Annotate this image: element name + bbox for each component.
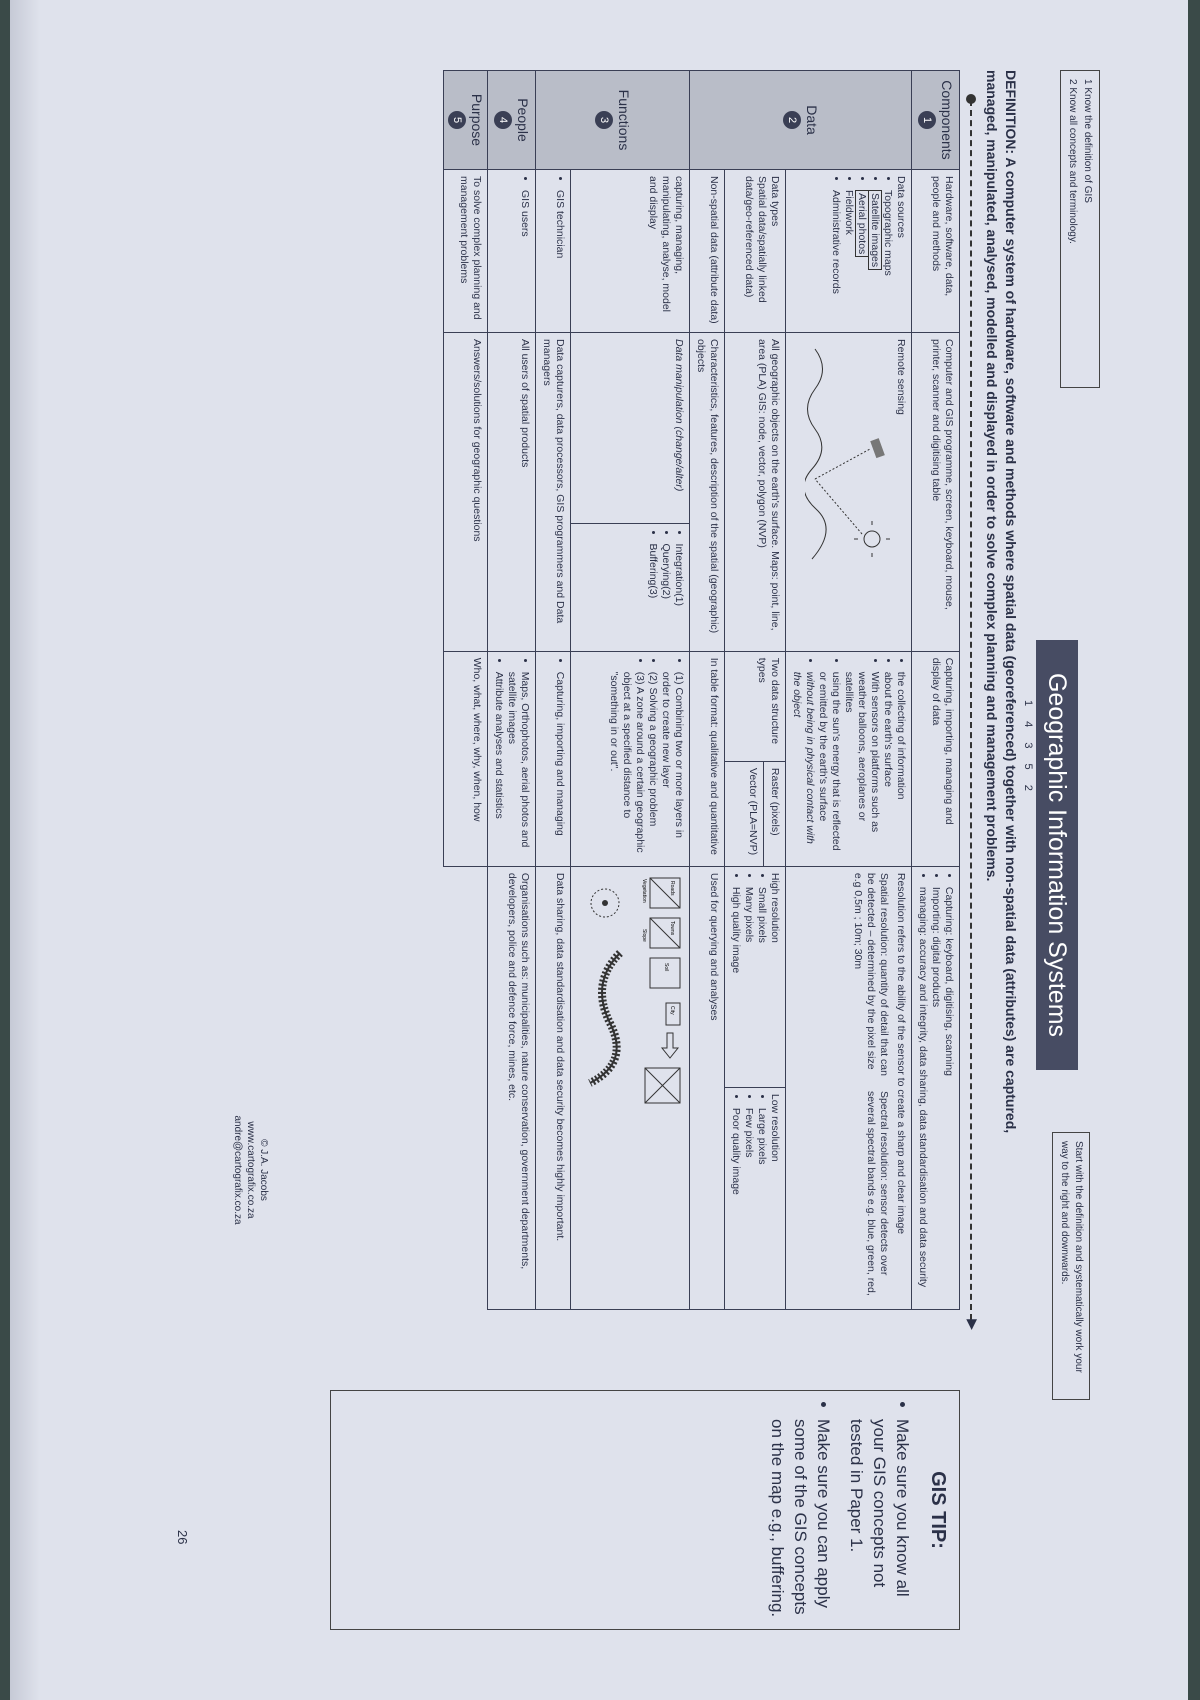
credits: [231, 1070, 270, 1270]
vector-label: Vector (PLA=NVP): [747, 767, 759, 856]
purpose-cell-2: Answers/solutions for geographic questions: [444, 333, 488, 652]
remote-sensing-label: Remote sensing: [895, 339, 907, 415]
gis-technician: • GIS technician: [553, 190, 566, 326]
row-functions-technician: [536, 71, 571, 1310]
layer-label: Towns: [669, 920, 675, 936]
buffer-point: [602, 900, 608, 906]
sun-icon: [864, 531, 880, 547]
row-purpose: [444, 71, 488, 1310]
data-types-cell: [725, 170, 786, 333]
low-resolution-title: Low resolution: [769, 1093, 781, 1162]
row-header-data: [690, 71, 912, 170]
row-number-badge: 1: [918, 111, 936, 129]
gis-operations-diagram: [575, 873, 685, 1123]
objective-2: 2 Know all concepts and terminology.: [1067, 79, 1078, 244]
operations-diagram: [571, 866, 690, 1309]
remote-sensing-points: [786, 651, 912, 866]
technician-note: Data sharing, data standardisation and data security becomes highly important.: [536, 866, 571, 1309]
spectral-resolution: Spectral resolution: sensor detects over several spectral bands e.g. blue, green, red,: [865, 1090, 890, 1296]
gis-tip-box: [330, 1390, 960, 1630]
learning-objectives: [1060, 70, 1100, 388]
structure-cells: [725, 761, 786, 866]
operation-item: • Querying(2): [659, 544, 672, 645]
row-header-functions: [536, 71, 690, 170]
line-buffer: [590, 953, 620, 1083]
purpose-cell-1: To solve complex planning and management problems: [444, 170, 488, 333]
high-resolution-title: High resolution: [769, 872, 781, 943]
paper-sheet: [10, 0, 1188, 1700]
remote-point: without being in physical contact with the object: [791, 671, 816, 844]
low-res-point: • Large pixels: [755, 1108, 768, 1303]
raster-label: Raster (pixels): [763, 762, 785, 866]
components-point: • managing: accuracy and integrity, data sharing, data standardisation and data security: [916, 887, 929, 1303]
binder-hole: [28, 480, 32, 504]
remote-point: • about the earth's surface: [881, 672, 894, 860]
row-header-people: [488, 71, 536, 170]
earth-surface: [805, 349, 826, 559]
components-point: • Importing: digital products: [929, 887, 942, 1303]
operation-desc: • (2) Solving a geographic problem: [646, 672, 659, 860]
row-label: Purpose: [469, 93, 485, 147]
gis-table: [443, 70, 960, 1310]
page-title: Geographic Information Systems: [1036, 640, 1078, 1070]
row-label: Components: [939, 80, 955, 160]
data-source-item: Aerial photos: [855, 190, 869, 257]
spatial-resolution: Spatial resolution: quantity of detail that can be detected – determined by the pixel size e.g 0,5m ; 10m; 30m: [852, 872, 890, 1076]
operations-desc: [571, 651, 690, 866]
data-sources-cell: [786, 170, 912, 333]
technician-roles: Data capturers, data processors, GIS programmers and Data managers: [536, 333, 571, 652]
components-cell-3: Capturing, importing, managing and display of data: [912, 651, 960, 866]
row-data-nonspatial: [690, 71, 725, 1310]
row-number-badge: 5: [448, 111, 466, 129]
operation-desc: • (1) Combining two or more layers in order to create new layer: [659, 672, 685, 860]
components-cell-4: [912, 866, 960, 1309]
binder-hole: [28, 1240, 32, 1264]
operation-item: • Integration(1): [672, 544, 685, 645]
row-number-badge: 3: [595, 111, 613, 129]
spatial-data-def: Spatial data/spatially linked data/geo-referenced data): [743, 176, 768, 303]
concept-numbers: 1 4 3 5 2: [1022, 700, 1034, 797]
row-data-spatial: [725, 71, 786, 1310]
resolution-cell: [786, 866, 912, 1309]
page-number: 26: [175, 1530, 190, 1545]
author: © J.A. Jacobs: [258, 1139, 269, 1201]
layer-label: Roads: [669, 880, 675, 896]
remote-point: • using the sun's energy that is reflected or emitted by the earth's surface: [816, 672, 842, 860]
resolution-intro: Resolution refers to the ability of the sensor to create a sharp and clear image: [895, 872, 907, 1235]
row-label: Data: [804, 105, 820, 135]
nonspatial-data-def: Non-spatial data (attribute data): [690, 170, 725, 333]
binder-hole: [28, 1130, 32, 1154]
people-product: • Maps, Orthophotos, aerial photos and satellite images: [505, 672, 531, 860]
components-cell-1: Hardware, software, data, people and methods: [912, 170, 960, 333]
high-res-point: • High quality image: [729, 887, 742, 1081]
data-source-item: • Topographic maps: [881, 190, 894, 326]
data-source-item: • Administrative records: [829, 190, 842, 326]
data-sources-title: Data sources: [895, 176, 907, 238]
tip-point: • Make sure you can apply some of the GIS concepts on the map e.g., buffering.: [766, 1419, 835, 1619]
rotated-page: [110, 60, 1110, 1640]
spatial-data-desc: All geographic objects on the earth's surface. Maps: point, line, area (PLA) GIS: node, vector, polygon (NVP): [725, 333, 786, 652]
layer-label: Slope: [641, 928, 647, 942]
components-point: • Capturing: keyboard, digitising, scanning: [942, 887, 955, 1303]
technician-tasks: • Capturing, importing and managing: [553, 672, 566, 860]
row-label: People: [515, 98, 531, 142]
high-res-point: • Many pixels: [742, 887, 755, 1081]
data-source-item: Satellite images: [868, 190, 882, 270]
remote-point: • the collecting of information: [894, 672, 907, 860]
low-res-point: • Few pixels: [742, 1108, 755, 1303]
people-cell-2: All users of spatial products: [488, 333, 536, 652]
low-resolution-cell: [725, 1087, 786, 1309]
row-header-components: [912, 71, 960, 170]
row-label: Functions: [616, 89, 632, 151]
website: www.cartografix.co.za: [245, 1121, 256, 1219]
layer-label: Vegetation: [641, 878, 647, 903]
layer-label: City: [669, 1005, 675, 1015]
people-cell-4: Organisations such as: municipalities, nature conservation, government departments, developers, police and defence force, mines, etc.: [488, 866, 536, 1309]
row-number-badge: 4: [494, 111, 512, 129]
people-product: • Attribute analyses and statistics: [492, 672, 505, 860]
data-source-item: • Fieldwork: [842, 190, 855, 326]
row-header-purpose: [444, 71, 488, 170]
row-data-sources: [786, 71, 912, 1310]
operation-desc: • (3) A zone around a certain geographic object at a specified distance to "something in or out".: [607, 672, 646, 860]
sun-rays: [854, 521, 890, 557]
tip-title: GIS TIP:: [927, 1471, 949, 1549]
operations-list: [571, 523, 690, 651]
row-number-badge: 2: [783, 111, 801, 129]
start-note: Start with the definition and systematically work your way to the right and downwards.: [1052, 1132, 1090, 1400]
remote-point: • With sensors on platforms such as weather balloons, aeroplanes or satellites: [842, 672, 881, 860]
low-res-point: • Poor quality image: [729, 1108, 742, 1303]
row-functions-ops: [571, 71, 690, 1310]
arrow-icon: [662, 1033, 678, 1058]
high-res-point: • Small pixels: [755, 887, 768, 1081]
remote-sensing-cell: [786, 333, 912, 652]
gis-users: • GIS users: [518, 190, 531, 326]
purpose-empty: [444, 866, 488, 1309]
row-people: [488, 71, 536, 1310]
email: andre@cartografix.co.za: [232, 1115, 243, 1225]
remote-sensing-diagram: [805, 339, 890, 569]
functions-cell-1: capturing, managing, manipulating, analyse, model and display: [571, 170, 690, 333]
operation-item: • Buffering(3): [646, 544, 659, 645]
row-components: [912, 71, 960, 1310]
nonspatial-data-desc: Characteristics, features, description of the spatial (geographic) objects: [690, 333, 725, 652]
definition: DEFINITION: A computer system of hardware, software and methods where spatial data (georeferenced) together with non-spatial data (attributes) are captured, managed, manipulated, analysed, modelled and displayed in order to solve complex planning and management problems.: [984, 70, 1019, 1134]
satellite-icon: [870, 438, 885, 458]
people-cell-3: [488, 651, 536, 866]
components-cell-2: Computer and GIS programme, screen, keyboard, mouse, printer, scanner and digitising table: [912, 333, 960, 652]
querying-use: Used for querying and analyses: [690, 866, 725, 1309]
tip-point: • Make sure you know all your GIS concepts not tested in Paper 1.: [845, 1419, 914, 1619]
high-resolution-cell: [725, 866, 786, 1087]
objective-1: 1 Know the definition of GIS: [1082, 79, 1093, 203]
flow-arrow: [970, 100, 972, 1320]
layer-label: Soil: [663, 962, 669, 972]
data-structure-types: Two data structure types: [725, 651, 786, 761]
purpose-cell-3: Who, what, where, why, when, how: [444, 651, 488, 866]
data-types-title: Data types: [769, 176, 781, 227]
table-format: In table format: qualitative and quantitative: [690, 651, 725, 866]
data-manipulation: Data manipulation (change/alter): [673, 339, 685, 492]
